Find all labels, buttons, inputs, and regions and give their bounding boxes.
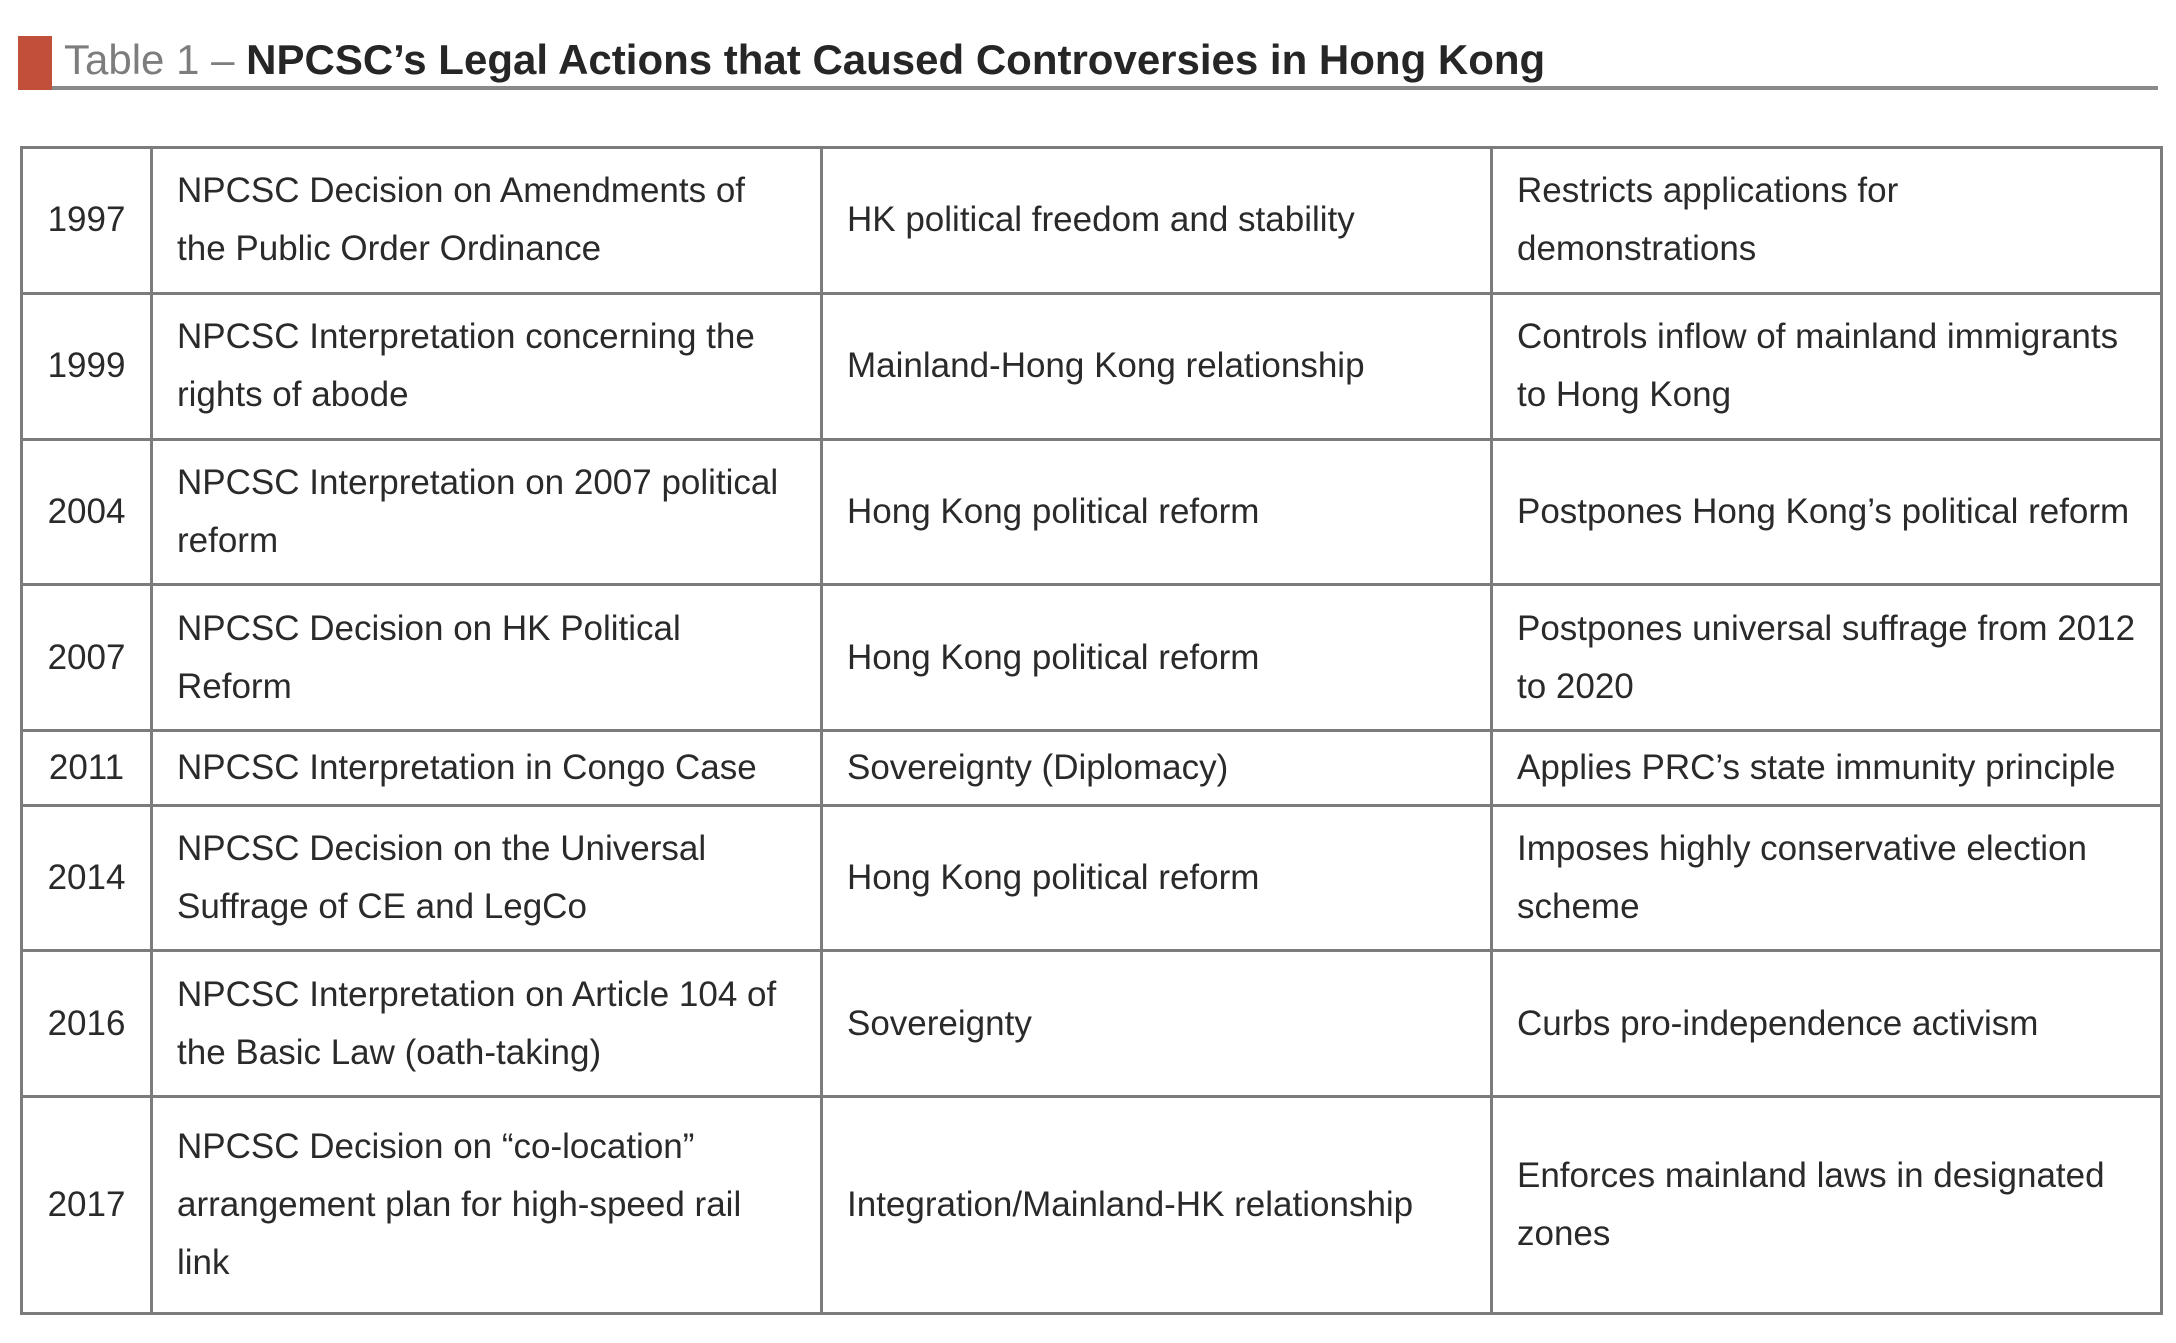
year-cell: 2004: [22, 439, 152, 585]
area-cell: Hong Kong political reform: [822, 805, 1492, 951]
area-cell: Mainland-Hong Kong relationship: [822, 293, 1492, 439]
table-row: [22, 1097, 2162, 1314]
effect-cell: Postpones Hong Kong’s political reform: [1492, 439, 2162, 585]
effect-cell: Restricts applications for demonstrations: [1492, 148, 2162, 294]
effect-cell: Imposes highly conservative election scheme: [1492, 805, 2162, 951]
area-cell: HK political freedom and stability: [822, 148, 1492, 294]
table-row: [22, 148, 2162, 294]
controversies-table: [20, 146, 2163, 1315]
table-title: [64, 34, 1545, 86]
table-row: [22, 585, 2162, 731]
area-cell: Sovereignty (Diplomacy): [822, 731, 1492, 806]
table-row: [22, 439, 2162, 585]
area-cell: Integration/Mainland-HK relationship: [822, 1097, 1492, 1314]
effect-cell: Curbs pro-independence activism: [1492, 951, 2162, 1097]
table-row: [22, 805, 2162, 951]
effect-cell: Controls inflow of mainland immigrants to Hong Kong: [1492, 293, 2162, 439]
action-cell: NPCSC Interpretation on 2007 political reform: [152, 439, 822, 585]
action-cell: NPCSC Decision on the Universal Suffrage of CE and LegCo: [152, 805, 822, 951]
year-cell: 2016: [22, 951, 152, 1097]
effect-cell: Enforces mainland laws in designated zones: [1492, 1097, 2162, 1314]
table-number: Table 1 –: [64, 36, 235, 83]
action-cell: NPCSC Interpretation in Congo Case: [152, 731, 822, 806]
action-cell: NPCSC Decision on Amendments of the Public Order Ordinance: [152, 148, 822, 294]
action-cell: NPCSC Interpretation on Article 104 of the Basic Law (oath-taking): [152, 951, 822, 1097]
area-cell: Hong Kong political reform: [822, 439, 1492, 585]
year-cell: 2014: [22, 805, 152, 951]
caption-marker: [18, 36, 52, 90]
effect-cell: Postpones universal suffrage from 2012 to 2020: [1492, 585, 2162, 731]
table-row: [22, 731, 2162, 806]
year-cell: 1999: [22, 293, 152, 439]
effect-cell: Applies PRC’s state immunity principle: [1492, 731, 2162, 806]
table-title-text: NPCSC’s Legal Actions that Caused Controversies in Hong Kong: [246, 36, 1546, 83]
action-cell: NPCSC Decision on HK Political Reform: [152, 585, 822, 731]
year-cell: 2011: [22, 731, 152, 806]
year-cell: 2017: [22, 1097, 152, 1314]
table-row: [22, 293, 2162, 439]
area-cell: Hong Kong political reform: [822, 585, 1492, 731]
table-row: [22, 951, 2162, 1097]
year-cell: 1997: [22, 148, 152, 294]
area-cell: Sovereignty: [822, 951, 1492, 1097]
action-cell: NPCSC Interpretation concerning the rights of abode: [152, 293, 822, 439]
year-cell: 2007: [22, 585, 152, 731]
action-cell: NPCSC Decision on “co-location” arrangement plan for high-speed rail link: [152, 1097, 822, 1314]
table-caption: [18, 34, 2158, 90]
